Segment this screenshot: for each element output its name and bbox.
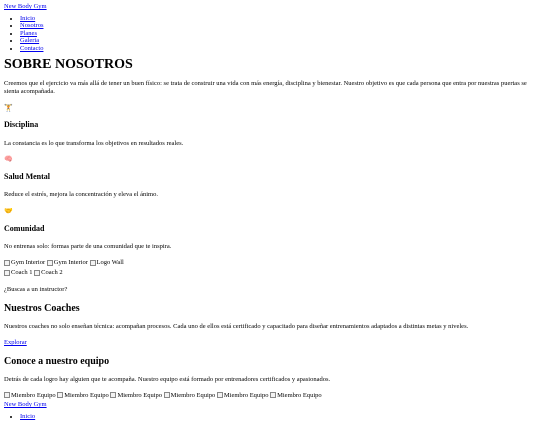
explore-link[interactable]: Explorar [4, 339, 27, 346]
weightlifter-icon: 🏋 [4, 103, 13, 112]
coach-image: Coach 2 [34, 269, 62, 277]
broken-image-icon [90, 260, 96, 266]
nav-link-planes[interactable]: Planes [20, 29, 37, 37]
broken-image-icon [4, 392, 10, 398]
nav-link-inicio[interactable]: Inicio [20, 14, 36, 22]
broken-image-icon [164, 392, 170, 398]
coaches-title: Nuestros Coaches [4, 303, 80, 315]
nav-link-galeria[interactable]: Galeria [20, 37, 40, 45]
footer-brand-link[interactable]: New Body Gym [4, 401, 47, 409]
value-title-salud-mental: Salud Mental [4, 171, 51, 181]
about-title: SOBRE NOSOTROS [4, 57, 133, 73]
team-text: Detrás de cada logro hay alguien que te acompaña. Nuestro equipo está formado por entrenadores certificados y apasionados. [4, 375, 331, 383]
coaches-text: Nuestros coaches no solo enseñan técnica: acompañan procesos. Cada uno de ellos está certificado y capacitado para diseñar entrenamientos adaptados a distintas metas y niveles. [4, 323, 469, 331]
value-text-comunidad: No entrenas solo: formas parte de una comunidad que te inspira. [4, 243, 172, 251]
broken-image-icon [4, 270, 10, 276]
main-nav [4, 15, 536, 53]
footer-nav-link-inicio[interactable]: Inicio [20, 413, 36, 421]
coach-image: Coach 1 [4, 269, 32, 277]
value-title-comunidad: Comunidad [4, 223, 45, 233]
logo-wall-image: Logo Wall [90, 259, 124, 267]
value-title-disciplina: Disciplina [4, 120, 39, 130]
gym-interior-image: Gym Interior [47, 259, 88, 267]
gallery-images-row [4, 259, 536, 269]
nav-item-nosotros [20, 22, 536, 30]
about-intro: Creemos que el ejercicio va más allá de tener un buen físico: se trata de construir una vida con más energía, disciplina y bienestar. Nuestro objetivo es que cada persona que entra por nuestras puertas se sienta acompañada. [4, 80, 527, 95]
nav-link-nosotros[interactable]: Nosotros [20, 22, 44, 30]
broken-image-icon [34, 270, 40, 276]
handshake-icon: 🤝 [4, 207, 13, 216]
broken-image-icon [47, 260, 53, 266]
nav-item-inicio [20, 15, 536, 23]
gym-interior-image: Gym Interior [4, 259, 45, 267]
team-member-image: Miembro Equipo [4, 392, 56, 400]
nav-item-galeria [20, 37, 536, 45]
brain-icon: 🧠 [4, 155, 13, 164]
nav-item-contacto [20, 45, 536, 53]
team-member-image: Miembro Equipo [270, 392, 322, 400]
footer-nav [4, 413, 536, 421]
team-title: Conoce a nuestro equipo [4, 355, 110, 367]
broken-image-icon [217, 392, 223, 398]
coach-images-row [4, 269, 536, 279]
brand-link[interactable]: New Body Gym [4, 3, 47, 10]
team-member-image: Miembro Equipo [164, 392, 216, 400]
team-member-image: Miembro Equipo [57, 392, 109, 400]
broken-image-icon [4, 260, 10, 266]
broken-image-icon [57, 392, 63, 398]
nav-link-contacto[interactable]: Contacto [20, 44, 44, 52]
value-text-disciplina: La constancia es lo que transforma los objetivos en resultados reales. [4, 139, 184, 147]
nav-item-planes [20, 30, 536, 38]
broken-image-icon [110, 392, 116, 398]
team-member-image: Miembro Equipo [110, 392, 162, 400]
instructor-question: ¿Buscas a un instructor? [4, 286, 68, 294]
broken-image-icon [270, 392, 276, 398]
value-text-salud-mental: Reduce el estrés, mejora la concentración y eleva el ánimo. [4, 191, 158, 199]
team-member-image: Miembro Equipo [217, 392, 269, 400]
team-members-row [4, 392, 536, 402]
footer-nav-item-inicio [20, 413, 536, 421]
